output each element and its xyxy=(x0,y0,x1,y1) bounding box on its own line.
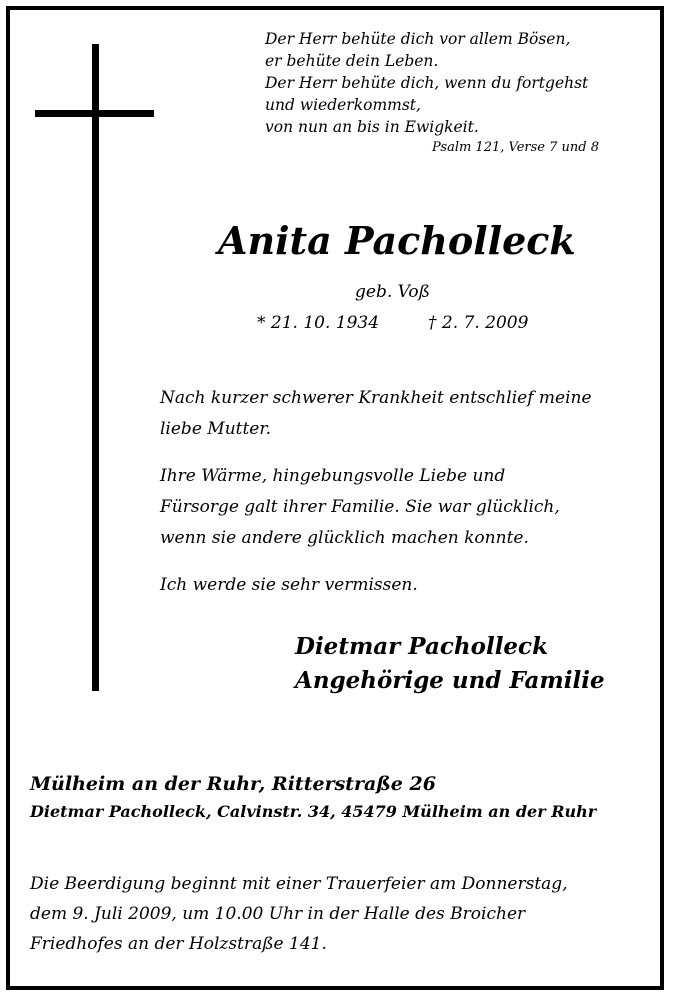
psalm-line: er behüte dein Leben. xyxy=(265,52,439,70)
psalm-line: Der Herr behüte dich vor allem Bösen, xyxy=(265,30,571,48)
signer-name: Dietmar Pacholleck xyxy=(295,633,548,660)
signer-family: Angehörige und Familie xyxy=(295,667,605,694)
birth-date: * 21. 10. 1934 xyxy=(257,313,380,333)
psalm-line: Der Herr behüte dich, wenn du fortgehst xyxy=(265,74,589,92)
message-line: Ihre Wärme, hingebungsvolle Liebe und xyxy=(160,466,506,486)
message-paragraph xyxy=(160,383,650,445)
maiden-name: geb. Voß xyxy=(355,282,430,302)
death-date: † 2. 7. 2009 xyxy=(428,313,529,333)
psalm-line: von nun an bis in Ewigkeit. xyxy=(265,118,479,136)
deceased-name: Anita Pacholleck xyxy=(218,218,576,263)
funeral-notice xyxy=(30,869,640,959)
message-line: liebe Mutter. xyxy=(160,419,272,439)
residence-address: Mülheim an der Ruhr, Ritterstraße 26 xyxy=(30,773,436,795)
funeral-line: Friedhofes an der Holzstraße 141. xyxy=(30,934,327,954)
message-line: Nach kurzer schwerer Krankheit entschlief meine xyxy=(160,388,592,408)
cross-vertical-beam xyxy=(92,44,99,691)
signers-block xyxy=(295,630,605,698)
message-line: Fürsorge galt ihrer Familie. Sie war glücklich, xyxy=(160,497,560,517)
message-paragraph xyxy=(160,461,650,554)
contact-address: Dietmar Pacholleck, Calvinstr. 34, 45479 Mülheim an der Ruhr xyxy=(30,802,597,821)
psalm-line: und wiederkommst, xyxy=(265,96,421,114)
funeral-line: dem 9. Juli 2009, um 10.00 Uhr in der Halle des Broicher xyxy=(30,904,526,924)
cross-horizontal-beam xyxy=(35,110,154,117)
message-line: wenn sie andere glücklich machen konnte. xyxy=(160,528,529,548)
message-line: Ich werde sie sehr vermissen. xyxy=(160,575,418,595)
psalm-source: Psalm 121, Verse 7 und 8 xyxy=(432,140,599,155)
funeral-line: Die Beerdigung beginnt mit einer Trauerfeier am Donnerstag, xyxy=(30,874,568,894)
psalm-quote xyxy=(265,28,605,158)
obituary-message xyxy=(160,383,650,617)
message-paragraph xyxy=(160,570,650,601)
